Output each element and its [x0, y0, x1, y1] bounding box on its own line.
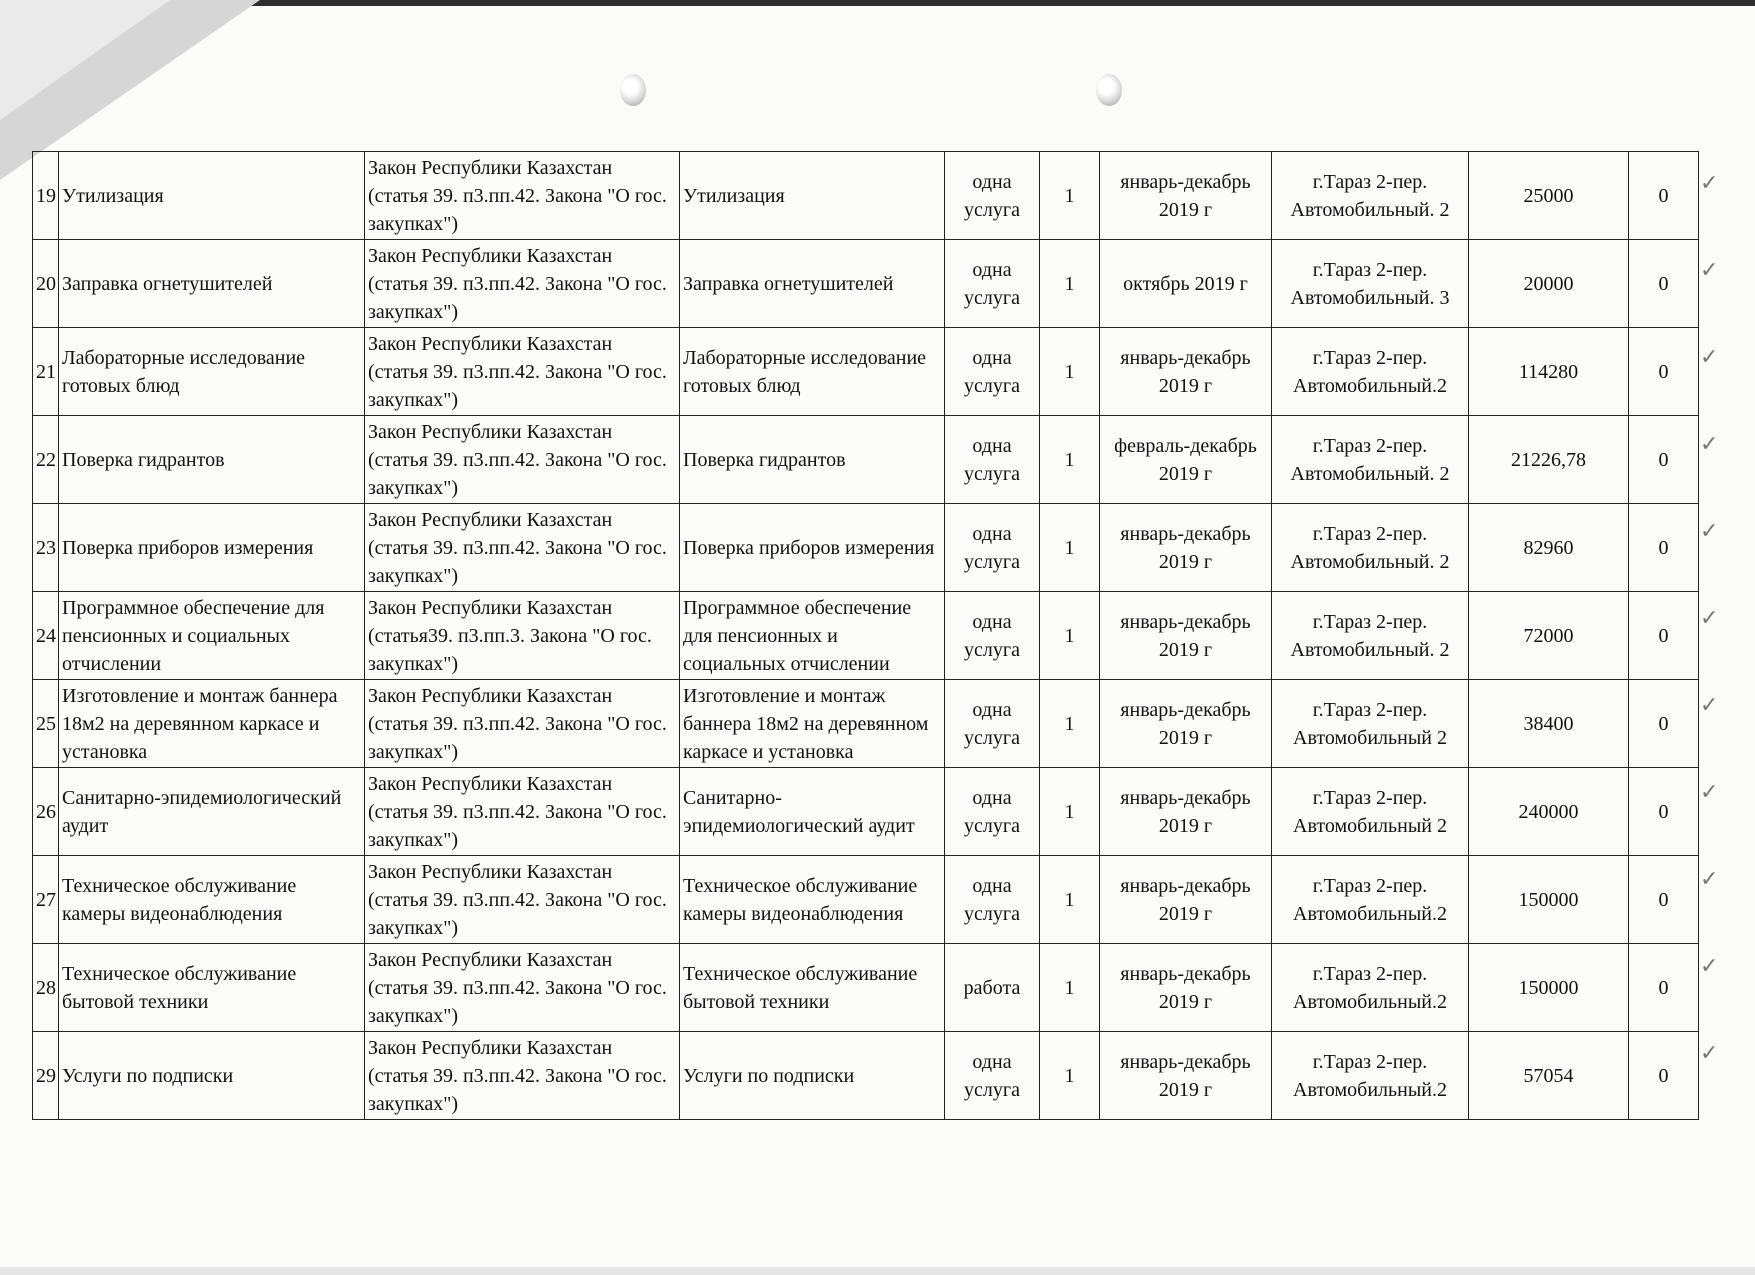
check-mark-icon: ✓ — [1700, 519, 1719, 544]
advance-percent-cell: 0 — [1629, 680, 1699, 768]
delivery-place-cell: г.Тараз 2-пер. Автомобильный.2 — [1272, 328, 1469, 416]
delivery-period-cell: октябрь 2019 г — [1100, 240, 1272, 328]
delivery-period-cell: январь-декабрь 2019 г — [1100, 856, 1272, 944]
quantity-cell: 1 — [1040, 152, 1100, 240]
quantity-cell: 1 — [1040, 592, 1100, 680]
delivery-place-cell: г.Тараз 2-пер. Автомобильный. 2 — [1272, 152, 1469, 240]
delivery-period-cell: январь-декабрь 2019 г — [1100, 592, 1272, 680]
legal-basis-cell: Закон Республики Казахстан (статья 39. п3.пп.42. Закона "О гос. закупках") — [365, 1032, 680, 1120]
advance-percent-cell: 0 — [1629, 152, 1699, 240]
legal-basis-cell: Закон Республики Казахстан (статья 39. п3.пп.42. Закона "О гос. закупках") — [365, 328, 680, 416]
quantity-cell: 1 — [1040, 416, 1100, 504]
check-mark-icon: ✓ — [1700, 606, 1719, 631]
legal-basis-cell: Закон Республики Казахстан (статья 39. п3.пп.42. Закона "О гос. закупках") — [365, 944, 680, 1032]
table-row — [33, 680, 1699, 768]
item-name-cell: Поверка гидрантов — [59, 416, 365, 504]
item-description-cell: Санитарно-эпидемиологический аудит — [680, 768, 945, 856]
item-description-cell: Услуги по подписки — [680, 1032, 945, 1120]
planned-sum-cell: 20000 — [1469, 240, 1629, 328]
delivery-period-cell: январь-декабрь 2019 г — [1100, 944, 1272, 1032]
delivery-period-cell: январь-декабрь 2019 г — [1100, 680, 1272, 768]
quantity-cell: 1 — [1040, 504, 1100, 592]
planned-sum-cell: 25000 — [1469, 152, 1629, 240]
delivery-period-cell: январь-декабрь 2019 г — [1100, 1032, 1272, 1120]
advance-percent-cell: 0 — [1629, 240, 1699, 328]
check-mark-icon: ✓ — [1700, 954, 1719, 979]
planned-sum-cell: 21226,78 — [1469, 416, 1629, 504]
item-name-cell: Техническое обслуживание камеры видеонаблюдения — [59, 856, 365, 944]
table-row — [33, 240, 1699, 328]
delivery-place-cell: г.Тараз 2-пер. Автомобильный.2 — [1272, 856, 1469, 944]
unit-of-measure-cell: одна услуга — [945, 328, 1040, 416]
legal-basis-cell: Закон Республики Казахстан (статья 39. п3.пп.42. Закона "О гос. закупках") — [365, 152, 680, 240]
legal-basis-cell: Закон Республики Казахстан (статья 39. п3.пп.42. Закона "О гос. закупках") — [365, 240, 680, 328]
table-row — [33, 152, 1699, 240]
check-mark-icon: ✓ — [1700, 780, 1719, 805]
delivery-place-cell: г.Тараз 2-пер. Автомобильный. 3 — [1272, 240, 1469, 328]
advance-percent-cell: 0 — [1629, 328, 1699, 416]
item-name-cell: Утилизация — [59, 152, 365, 240]
quantity-cell: 1 — [1040, 680, 1100, 768]
check-mark-icon: ✓ — [1700, 1041, 1719, 1066]
item-description-cell: Утилизация — [680, 152, 945, 240]
table-body — [33, 152, 1699, 1120]
advance-percent-cell: 0 — [1629, 1032, 1699, 1120]
scan-top-edge — [0, 0, 1755, 6]
item-description-cell: Техническое обслуживание камеры видеонаблюдения — [680, 856, 945, 944]
table-row — [33, 416, 1699, 504]
legal-basis-cell: Закон Республики Казахстан (статья 39. п3.пп.42. Закона "О гос. закупках") — [365, 504, 680, 592]
legal-basis-cell: Закон Республики Казахстан (статья 39. п3.пп.42. Закона "О гос. закупках") — [365, 856, 680, 944]
unit-of-measure-cell: одна услуга — [945, 1032, 1040, 1120]
unit-of-measure-cell: одна услуга — [945, 592, 1040, 680]
advance-percent-cell: 0 — [1629, 856, 1699, 944]
item-name-cell: Услуги по подписки — [59, 1032, 365, 1120]
quantity-cell: 1 — [1040, 768, 1100, 856]
item-description-cell: Заправка огнетушителей — [680, 240, 945, 328]
table-row — [33, 1032, 1699, 1120]
check-mark-icon: ✓ — [1700, 258, 1719, 283]
planned-sum-cell: 57054 — [1469, 1032, 1629, 1120]
row-number-cell: 19 — [33, 152, 59, 240]
row-number-cell: 22 — [33, 416, 59, 504]
item-description-cell: Изготовление и монтаж баннера 18м2 на деревянном каркасе и установка — [680, 680, 945, 768]
quantity-cell: 1 — [1040, 1032, 1100, 1120]
row-number-cell: 23 — [33, 504, 59, 592]
unit-of-measure-cell: одна услуга — [945, 152, 1040, 240]
row-number-cell: 29 — [33, 1032, 59, 1120]
quantity-cell: 1 — [1040, 240, 1100, 328]
check-mark-icon: ✓ — [1700, 867, 1719, 892]
delivery-period-cell: февраль-декабрь 2019 г — [1100, 416, 1272, 504]
punch-hole-right — [1096, 74, 1122, 106]
check-mark-icon: ✓ — [1700, 693, 1719, 718]
item-description-cell: Лабораторные исследование готовых блюд — [680, 328, 945, 416]
advance-percent-cell: 0 — [1629, 592, 1699, 680]
planned-sum-cell: 150000 — [1469, 944, 1629, 1032]
item-name-cell: Техническое обслуживание бытовой техники — [59, 944, 365, 1032]
advance-percent-cell: 0 — [1629, 768, 1699, 856]
check-mark-icon: ✓ — [1700, 171, 1719, 196]
legal-basis-cell: Закон Республики Казахстан (статья 39. п3.пп.42. Закона "О гос. закупках") — [365, 416, 680, 504]
unit-of-measure-cell: работа — [945, 944, 1040, 1032]
punch-hole-left — [620, 74, 646, 106]
item-name-cell: Поверка приборов измерения — [59, 504, 365, 592]
scan-bottom-edge — [0, 1267, 1755, 1275]
delivery-place-cell: г.Тараз 2-пер. Автомобильный. 2 — [1272, 416, 1469, 504]
item-name-cell: Программное обеспечение для пенсионных и социальных отчислении — [59, 592, 365, 680]
delivery-period-cell: январь-декабрь 2019 г — [1100, 152, 1272, 240]
check-mark-icon: ✓ — [1700, 345, 1719, 370]
row-number-cell: 21 — [33, 328, 59, 416]
row-number-cell: 28 — [33, 944, 59, 1032]
check-mark-icon: ✓ — [1700, 432, 1719, 457]
advance-percent-cell: 0 — [1629, 944, 1699, 1032]
procurement-table — [32, 151, 1699, 1120]
unit-of-measure-cell: одна услуга — [945, 240, 1040, 328]
delivery-place-cell: г.Тараз 2-пер. Автомобильный 2 — [1272, 680, 1469, 768]
unit-of-measure-cell: одна услуга — [945, 416, 1040, 504]
unit-of-measure-cell: одна услуга — [945, 680, 1040, 768]
delivery-place-cell: г.Тараз 2-пер. Автомобильный. 2 — [1272, 504, 1469, 592]
table-row — [33, 504, 1699, 592]
delivery-period-cell: январь-декабрь 2019 г — [1100, 504, 1272, 592]
planned-sum-cell: 114280 — [1469, 328, 1629, 416]
table-row — [33, 768, 1699, 856]
folded-corner-highlight — [0, 0, 170, 120]
delivery-place-cell: г.Тараз 2-пер. Автомобильный. 2 — [1272, 592, 1469, 680]
table-row — [33, 592, 1699, 680]
item-name-cell: Изготовление и монтаж баннера 18м2 на деревянном каркасе и установка — [59, 680, 365, 768]
item-description-cell: Поверка приборов измерения — [680, 504, 945, 592]
legal-basis-cell: Закон Республики Казахстан (статья39. п3.пп.3. Закона "О гос. закупках") — [365, 592, 680, 680]
table-row — [33, 328, 1699, 416]
row-number-cell: 24 — [33, 592, 59, 680]
planned-sum-cell: 240000 — [1469, 768, 1629, 856]
legal-basis-cell: Закон Республики Казахстан (статья 39. п3.пп.42. Закона "О гос. закупках") — [365, 768, 680, 856]
delivery-period-cell: январь-декабрь 2019 г — [1100, 328, 1272, 416]
item-name-cell: Лабораторные исследование готовых блюд — [59, 328, 365, 416]
row-number-cell: 27 — [33, 856, 59, 944]
quantity-cell: 1 — [1040, 944, 1100, 1032]
row-number-cell: 26 — [33, 768, 59, 856]
legal-basis-cell: Закон Республики Казахстан (статья 39. п3.пп.42. Закона "О гос. закупках") — [365, 680, 680, 768]
unit-of-measure-cell: одна услуга — [945, 504, 1040, 592]
quantity-cell: 1 — [1040, 328, 1100, 416]
advance-percent-cell: 0 — [1629, 416, 1699, 504]
unit-of-measure-cell: одна услуга — [945, 768, 1040, 856]
item-description-cell: Поверка гидрантов — [680, 416, 945, 504]
row-number-cell: 25 — [33, 680, 59, 768]
item-description-cell: Программное обеспечение для пенсионных и социальных отчислении — [680, 592, 945, 680]
delivery-period-cell: январь-декабрь 2019 г — [1100, 768, 1272, 856]
item-description-cell: Техническое обслуживание бытовой техники — [680, 944, 945, 1032]
planned-sum-cell: 38400 — [1469, 680, 1629, 768]
item-name-cell: Заправка огнетушителей — [59, 240, 365, 328]
item-name-cell: Санитарно-эпидемиологический аудит — [59, 768, 365, 856]
table-row — [33, 856, 1699, 944]
quantity-cell: 1 — [1040, 856, 1100, 944]
unit-of-measure-cell: одна услуга — [945, 856, 1040, 944]
planned-sum-cell: 72000 — [1469, 592, 1629, 680]
planned-sum-cell: 82960 — [1469, 504, 1629, 592]
delivery-place-cell: г.Тараз 2-пер. Автомобильный 2 — [1272, 768, 1469, 856]
row-number-cell: 20 — [33, 240, 59, 328]
planned-sum-cell: 150000 — [1469, 856, 1629, 944]
table-row — [33, 944, 1699, 1032]
advance-percent-cell: 0 — [1629, 504, 1699, 592]
delivery-place-cell: г.Тараз 2-пер. Автомобильный.2 — [1272, 944, 1469, 1032]
delivery-place-cell: г.Тараз 2-пер. Автомобильный.2 — [1272, 1032, 1469, 1120]
